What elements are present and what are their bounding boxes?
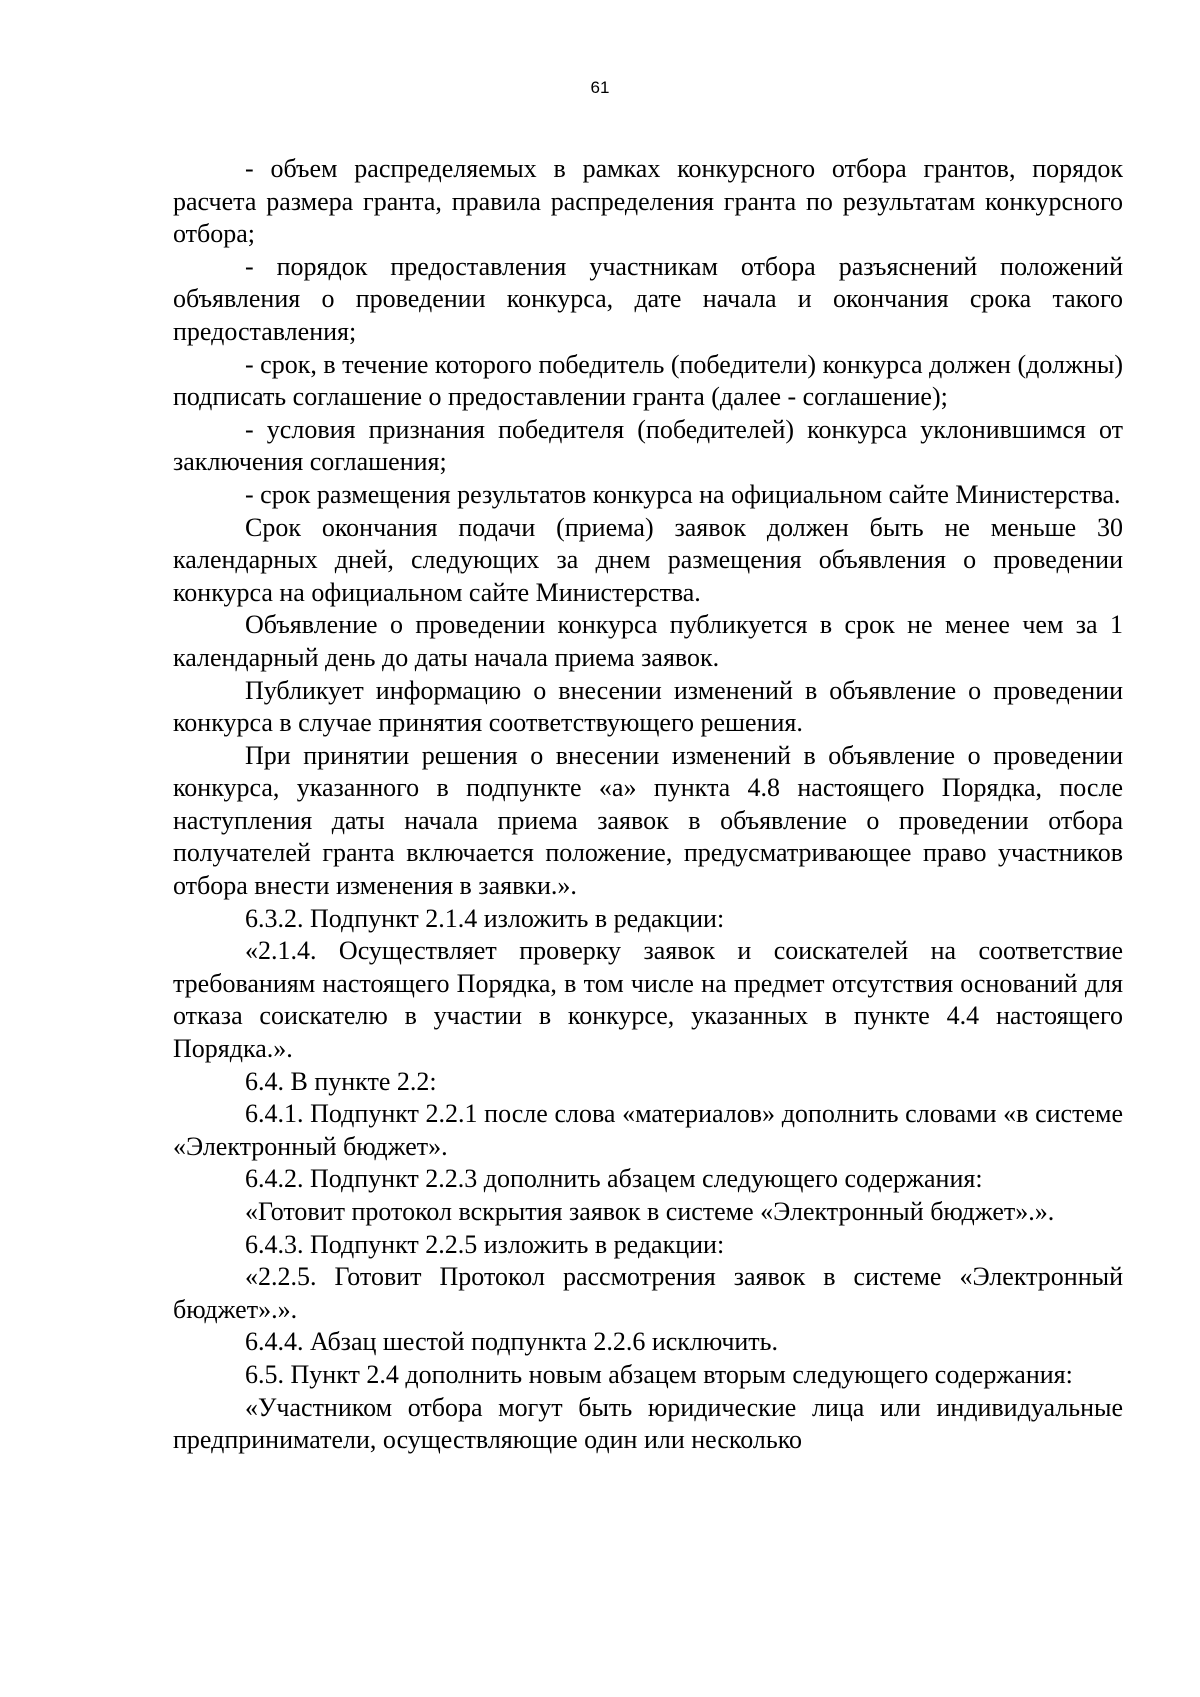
paragraph: 6.4. В пункте 2.2:	[245, 1066, 437, 1096]
paragraph: 6.4.3. Подпункт 2.2.5 изложить в редакции:	[245, 1229, 725, 1259]
paragraph: Объявление о проведении конкурса публикуется в срок не менее чем за 1 календарный день до даты начала приема заявок.	[173, 610, 1123, 672]
paragraph: - порядок предоставления участникам отбора разъяснений положений объявления о проведении конкурса, дате начала и окончания срока такого предоставления;	[173, 251, 1123, 346]
paragraph: Срок окончания подачи (приема) заявок должен быть не меньше 30 календарных дней, следующих за днем размещения объявления о проведении конкурса на официальном сайте Министерства.	[173, 512, 1123, 607]
paragraph: «2.1.4. Осуществляет проверку заявок и соискателей на соответствие требованиям настоящего Порядка, в том числе на предмет отсутствия оснований для отказа соискателю в участии в конкурсе, указанных в пункте 4.4 настоящего Порядка.».	[173, 936, 1123, 1064]
paragraph: - объем распределяемых в рамках конкурсного отбора грантов, порядок расчета размера гранта, правила распределения гранта по результатам конкурсного отбора;	[173, 154, 1123, 249]
paragraph: При принятии решения о внесении изменений в объявление о проведении конкурса, указанного в подпункте «а» пункта 4.8 настоящего Порядка, после наступления даты начала приема заявок в объявление о проведении отбора получателей гранта включается положение, предусматривающее право участников отбора внести изменения в заявки.».	[173, 740, 1123, 901]
document-body	[173, 153, 1123, 1457]
paragraph: Публикует информацию о внесении изменений в объявление о проведении конкурса в случае принятия соответствующего решения.	[173, 675, 1123, 738]
paragraph: «Участником отбора могут быть юридические лица или индивидуальные предприниматели, осуществляющие один или несколько	[173, 1392, 1123, 1455]
paragraph: - условия признания победителя (победителей) конкурса уклонившимся от заключения соглашения;	[173, 414, 1123, 477]
paragraph: - срок размещения результатов конкурса на официальном сайте Министерства.	[245, 479, 1121, 509]
paragraph: - срок, в течение которого победитель (победители) конкурса должен (должны) подписать соглашение о предоставлении гранта (далее - соглашение);	[173, 349, 1123, 412]
paragraph: 6.4.4. Абзац шестой подпункта 2.2.6 исключить.	[245, 1327, 779, 1357]
paragraph: 6.4.1. Подпункт 2.2.1 после слова «материалов» дополнить словами «в системе «Электронный бюджет».	[173, 1099, 1123, 1161]
paragraph: 6.4.2. Подпункт 2.2.3 дополнить абзацем следующего содержания:	[245, 1164, 983, 1194]
page-number: 61	[590, 78, 610, 97]
paragraph: 6.3.2. Подпункт 2.1.4 изложить в редакции:	[245, 903, 725, 933]
paragraph: «Готовит протокол вскрытия заявок в системе «Электронный бюджет».».	[245, 1197, 1055, 1226]
paragraph: 6.5. Пункт 2.4 дополнить новым абзацем вторым следующего содержания:	[245, 1359, 1073, 1389]
paragraph: «2.2.5. Готовит Протокол рассмотрения заявок в системе «Электронный бюджет».».	[173, 1262, 1123, 1324]
